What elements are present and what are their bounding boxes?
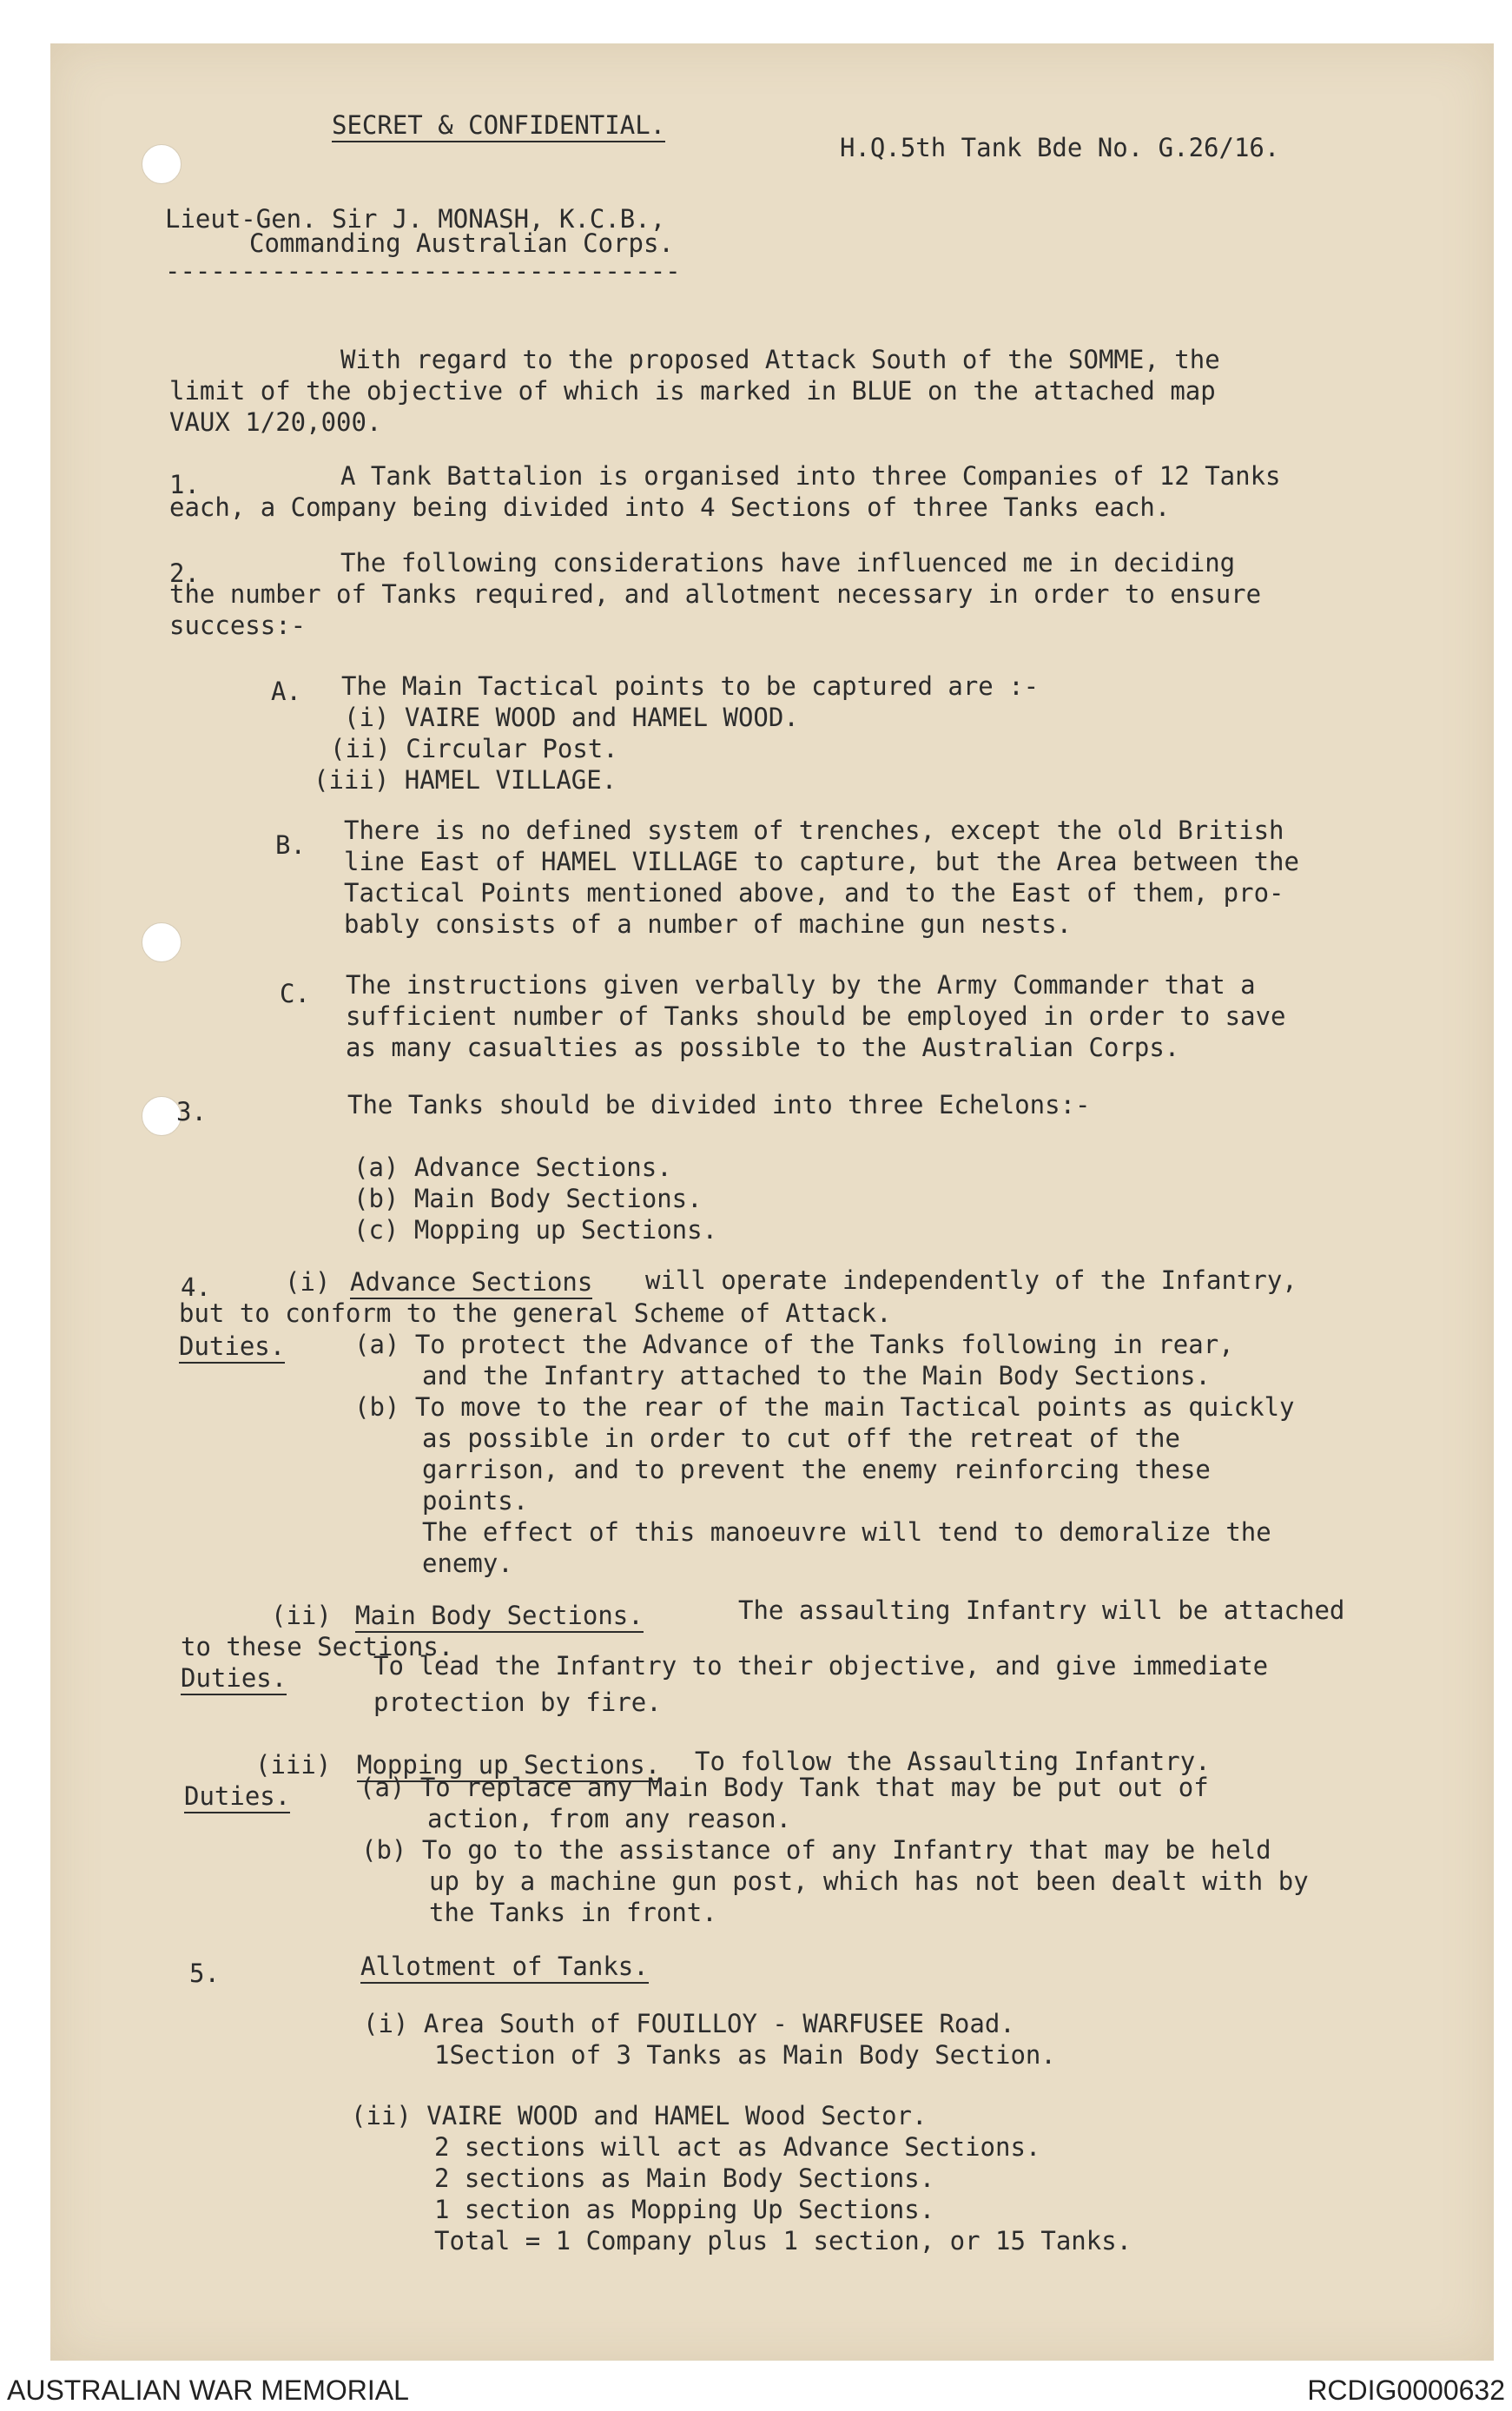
sub-prefix: (ii) <box>271 1601 332 1630</box>
allotment-line: (ii) VAIRE WOOD and HAMEL Wood Sector. <box>351 2101 928 2130</box>
paragraph-line: each, a Company being divided into 4 Sections of three Tanks each. <box>169 492 1171 522</box>
paragraph-line: the number of Tanks required, and allotment necessary in order to ensure <box>169 579 1262 609</box>
section-title: Advance Sections <box>350 1266 592 1299</box>
list-item: (i) VAIRE WOOD and HAMEL WOOD. <box>344 703 799 732</box>
duty-line: enemy. <box>422 1549 513 1578</box>
duty-line: (b) To go to the assistance of any Infantry that may be held <box>361 1835 1271 1865</box>
sub-line: Tactical Points mentioned above, and to the East of them, pro- <box>344 878 1284 908</box>
allotment-line: (i) Area South of FOUILLOY - WARFUSEE Road. <box>363 2009 1015 2038</box>
allotment-line: 2 sections will act as Advance Sections. <box>434 2132 1041 2162</box>
sub-line: bably consists of a number of machine gun nests. <box>344 909 1073 939</box>
punch-hole <box>142 144 182 184</box>
punch-hole <box>142 922 182 962</box>
duty-line: To lead the Infantry to their objective, and give immediate <box>373 1651 1269 1681</box>
paragraph-number: 4. <box>181 1272 211 1302</box>
paragraph-line: will operate independently of the Infantry, <box>645 1265 1297 1295</box>
list-item: (c) Mopping up Sections. <box>353 1215 718 1245</box>
paragraph-line: To follow the Assaulting Infantry. <box>695 1747 1211 1776</box>
allotment-line: 1Section of 3 Tanks as Main Body Section. <box>434 2040 1056 2070</box>
classification-heading: SECRET & CONFIDENTIAL. <box>332 109 665 142</box>
duties-label: Duties. <box>181 1662 287 1695</box>
sub-line: The instructions given verbally by the Army Commander that a <box>346 970 1256 1000</box>
duty-line: protection by fire. <box>373 1688 662 1717</box>
duty-line: as possible in order to cut off the retreat of the <box>422 1423 1180 1453</box>
list-item: (iii) HAMEL VILLAGE. <box>314 765 617 795</box>
sub-prefix: (iii) <box>255 1750 332 1780</box>
duty-line: garrison, and to prevent the enemy reinforcing these <box>422 1455 1211 1484</box>
section-title: Main Body Sections. <box>355 1600 644 1633</box>
sub-line: sufficient number of Tanks should be employed in order to save <box>346 1001 1286 1031</box>
sub-line: There is no defined system of trenches, except the old British <box>344 816 1284 845</box>
paragraph-line: success:- <box>169 611 307 640</box>
paragraph-number: 1. <box>169 470 200 499</box>
sub-letter: C. <box>280 979 310 1008</box>
section-title: Allotment of Tanks. <box>360 1951 649 1984</box>
list-item: (ii) Circular Post. <box>330 734 618 763</box>
list-item: (b) Main Body Sections. <box>353 1184 703 1213</box>
duty-line: points. <box>422 1486 529 1516</box>
intro-line: With regard to the proposed Attack South of the SOMME, the <box>340 345 1220 374</box>
duty-line: up by a machine gun post, which has not been dealt with by <box>429 1866 1309 1896</box>
allotment-line: 1 section as Mopping Up Sections. <box>434 2195 935 2224</box>
duty-line: (a) To replace any Main Body Tank that may be put out of <box>360 1773 1209 1802</box>
intro-line: VAUX 1/20,000. <box>169 407 382 437</box>
duty-line: The effect of this manoeuvre will tend to demoralize the <box>422 1517 1271 1547</box>
paragraph-line: A Tank Battalion is organised into three Companies of 12 Tanks <box>340 461 1281 491</box>
duties-label: Duties. <box>179 1331 285 1364</box>
paragraph-number: 2. <box>169 558 200 588</box>
paragraph-line: The following considerations have influenced me in deciding <box>340 548 1236 578</box>
paragraph-line: The assaulting Infantry will be attached <box>738 1595 1345 1625</box>
paragraph-line: but to conform to the general Scheme of Attack. <box>179 1298 892 1328</box>
paragraph-line: The Tanks should be divided into three Echelons:- <box>347 1090 1091 1120</box>
duties-label: Duties. <box>184 1780 290 1813</box>
paragraph-line: to these Sections. <box>181 1632 454 1661</box>
separator-rule: ---------------------------------- <box>165 256 681 286</box>
allotment-line: Total = 1 Company plus 1 section, or 15 Tanks. <box>434 2226 1132 2256</box>
sub-text: The Main Tactical points to be captured are :- <box>341 671 1040 701</box>
duty-line: (b) To move to the rear of the main Tactical points as quickly <box>354 1392 1295 1422</box>
sub-letter: A. <box>271 677 301 706</box>
reference-number: H.Q.5th Tank Bde No. G.26/16. <box>840 133 1280 162</box>
sub-prefix: (i) <box>285 1267 331 1297</box>
duty-line: action, from any reason. <box>427 1804 792 1833</box>
sub-line: line East of HAMEL VILLAGE to capture, but the Area between the <box>344 847 1299 876</box>
sub-line: as many casualties as possible to the Australian Corps. <box>346 1033 1180 1062</box>
duty-line: (a) To protect the Advance of the Tanks following in rear, <box>354 1330 1234 1359</box>
addressee-line: Commanding Australian Corps. <box>249 228 674 258</box>
section-title: Mopping up Sections. <box>357 1749 660 1782</box>
duty-line: and the Infantry attached to the Main Body Sections. <box>422 1361 1211 1390</box>
archive-id: RCDIG0000632 <box>1307 2375 1505 2406</box>
addressee-line: Lieut-Gen. Sir J. MONASH, K.C.B., <box>165 204 666 234</box>
sub-letter: B. <box>275 830 306 860</box>
intro-line: limit of the objective of which is marked in BLUE on the attached map <box>169 376 1216 406</box>
archive-credit: AUSTRALIAN WAR MEMORIAL <box>7 2375 409 2406</box>
paragraph-number: 3. <box>176 1097 207 1126</box>
paragraph-number: 5. <box>189 1959 220 1988</box>
allotment-line: 2 sections as Main Body Sections. <box>434 2163 935 2193</box>
list-item: (a) Advance Sections. <box>353 1153 672 1182</box>
duty-line: the Tanks in front. <box>429 1898 717 1927</box>
